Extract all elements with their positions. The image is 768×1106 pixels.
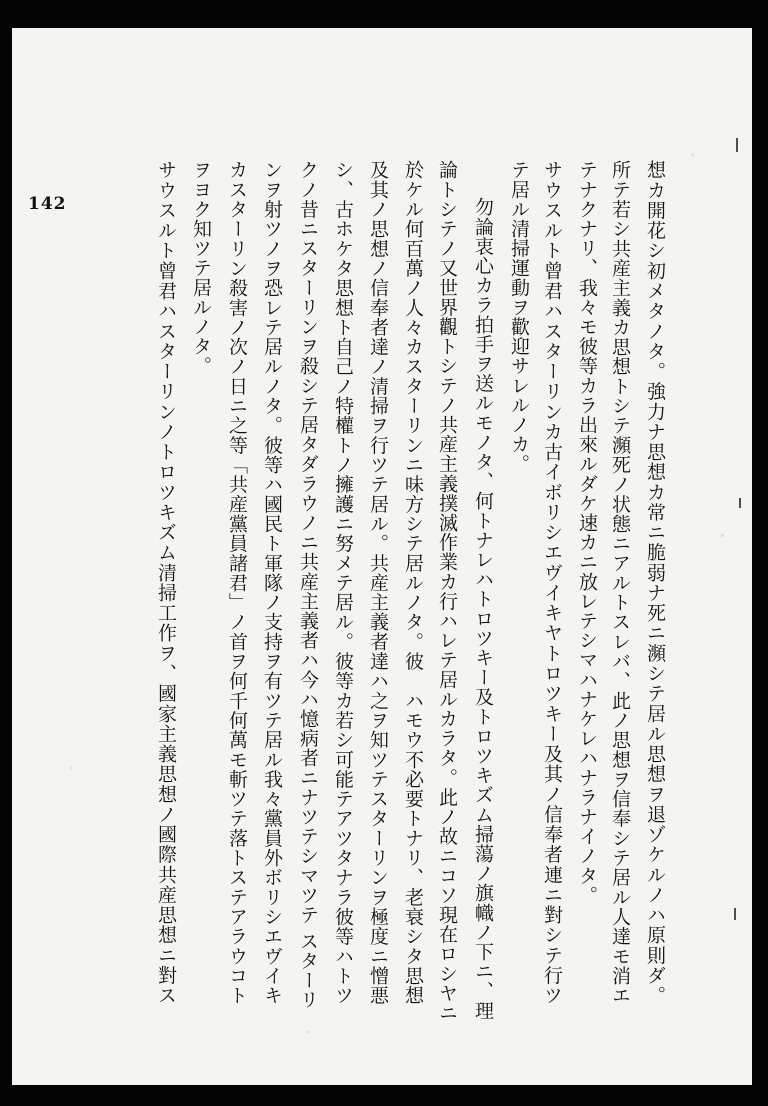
- scan-edge-mark: [736, 138, 738, 152]
- scanned-page: [12, 28, 752, 1085]
- text-column-11: クノ昔ニスターリンヲ殺シテ居タダラウノニ共産主義者ハ今ハ憶病者ニナツテシマツテ スターリ: [297, 160, 319, 1010]
- text-column-4: サウスルト曾君ハスターリンカ古イボリシエヴイキヤトロツキー及其ノ信奉者連ニ對シテ行ツ: [541, 160, 563, 1005]
- text-column-9: 及其ノ思想ノ信奉者達ノ清掃ヲ行ツテ居ル。共産主義者達ハ之ヲ知ツテスターリンヲ極度ニ憎悪: [367, 160, 389, 1005]
- text-column-3: テナクナリ、我々モ彼等カラ出來ルダケ速カニ放レテシマハナケレハナラナイノタ。: [576, 160, 598, 905]
- text-column-13: カスターリン殺害ノ次ノ日ニ之等「共産黨員諸君」ノ首ヲ何千何萬モ斬ツテ落トステアラウコト: [226, 160, 248, 1005]
- page-number: 142: [28, 194, 67, 214]
- scan-edge-mark: [739, 498, 741, 508]
- scan-edge-mark: [734, 908, 736, 920]
- text-column-5: テ居ル清掃運動ヲ歡迎サレルノカ。: [508, 160, 530, 474]
- text-column-7: 論トシテノ又世界觀トシテノ共産主義撲滅作業カ行ハレテ居ルカラタ。此ノ故ニコソ現在ロシヤニ: [436, 160, 458, 1023]
- text-column-15: サウスルト曾君ハスターリンノトロツキズム清掃工作ヲ、國家主義思想ノ國際共産思想ニ對ス: [155, 160, 177, 1005]
- text-column-8: 於ケル何百萬ノ人々カスターリンニ味方シテ居ルノタ。彼 ハモウ不必要トナリ、老衰シタ思想: [402, 160, 424, 1005]
- text-column-12: ンヲ射ツノヲ恐レテ居ルノタ。彼等ハ國民ト軍隊ノ支持ヲ有ツテ居ル我々黨員外ボリシエヴイキ: [261, 160, 283, 1005]
- text-column-14: ヲヨク知ツテ居ルノタ。: [190, 160, 212, 376]
- text-column-1: 想カ開花シ初メタノタ。強力ナ思想カ常ニ脆弱ナ死ニ瀕シテ居ル思想ヲ退ゾケルノハ原則ダ。: [644, 160, 666, 1005]
- text-column-10: シ、古ホケタ思想ト自己ノ特權トノ擁護ニ努メテ居ル。彼等カ若シ可能テアツタナラ彼等ハトツ: [332, 160, 354, 1005]
- text-column-6: 勿論衷心カラ拍手ヲ送ルモノタ、何トナレハトロツキー及トロツキズム掃蕩ノ旗幟ノ下ニ、理: [472, 197, 494, 1021]
- text-column-2: 所テ若シ共産主義カ思想トシテ瀕死ノ状態ニアルトスレバ、此ノ思想ヲ信奉シテ居ル人達モ消エ: [609, 160, 631, 1005]
